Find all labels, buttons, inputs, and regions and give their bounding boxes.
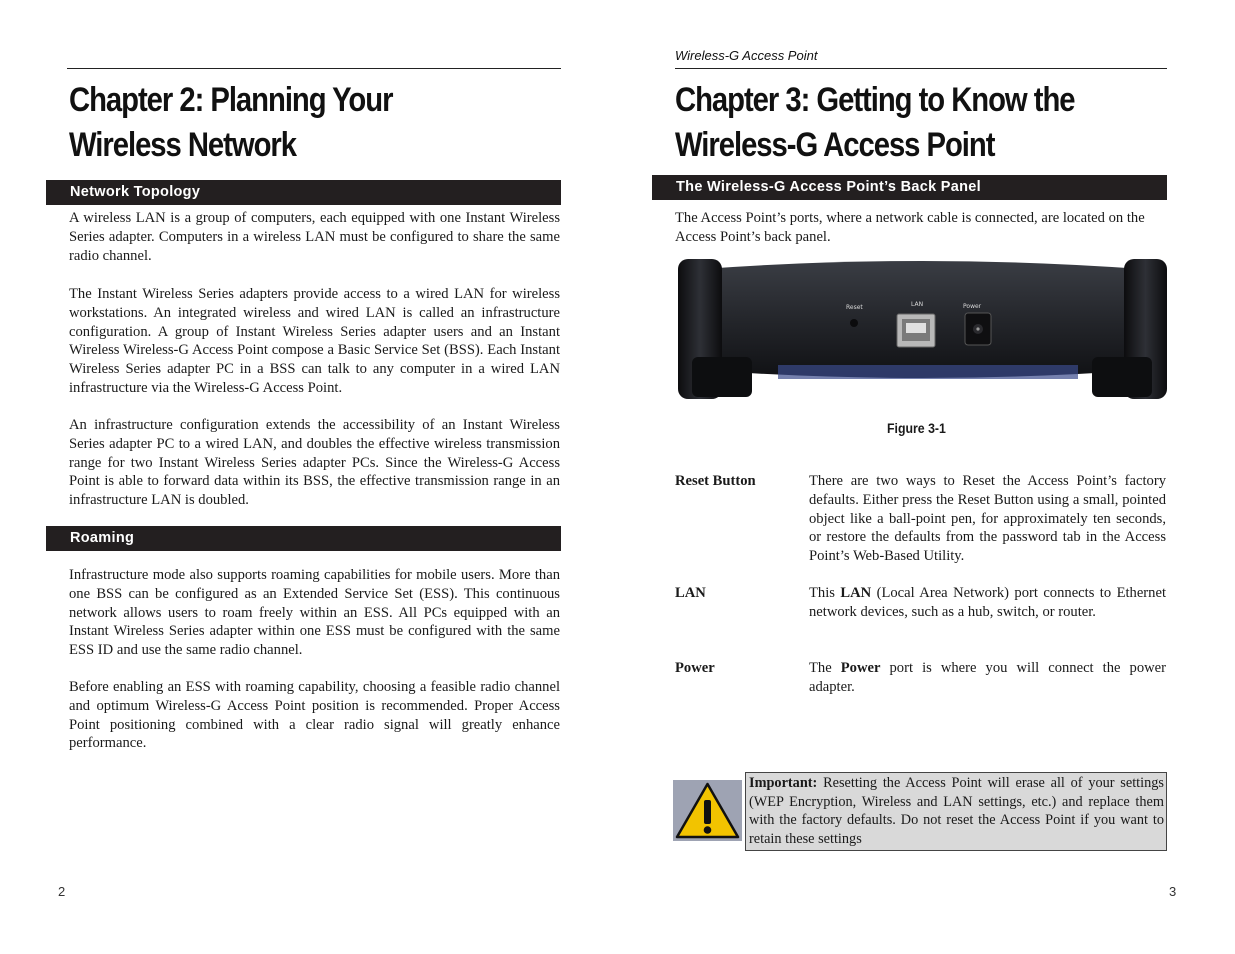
top-rule [67,68,561,69]
desc-power-bold: Power [840,660,881,676]
desc-lan-text: This [809,585,841,601]
term-lan: LAN [675,585,706,601]
warning-exclamation-icon [673,780,742,841]
desc-lan-text: (Local Area Network) port connects to Ethernet network devices, such as a hub, switch, or router. [809,585,1167,620]
running-head: Wireless-G Access Point [675,48,818,63]
desc-power [809,659,1166,697]
back-panel-photo [678,257,1167,401]
section-heading-network-topology: Network Topology [46,180,561,205]
page-number: 2 [58,884,66,899]
chapter-title-line1: Chapter 2: Planning Your [69,81,393,119]
paragraph: Infrastructure mode also supports roaming capabilities for mobile users. More than one BSS can be configured as an Extended Service Set (ESS). This continuous network allows users to roam freely within an ESS. All PCs equipped with an Instant Wireless Series adapter within one ESS must be configured with the same ESS ID and use the same radio channel. [69,567,560,659]
desc-lan [809,584,1166,622]
chapter-title-line1: Chapter 3: Getting to Know the [675,81,1075,119]
power-label: Power [963,303,982,310]
important-note [745,772,1167,851]
section-heading-back-panel: The Wireless-G Access Point’s Back Panel [652,175,1167,200]
section-heading-roaming: Roaming [46,526,561,551]
chapter-title-line2: Wireless Network [69,126,296,164]
left-page [0,0,617,954]
figure-caption: Figure 3-1 [887,420,946,436]
term-power: Power [675,660,715,676]
top-rule [675,68,1167,69]
reset-hole [850,319,858,327]
desc-lan-bold: LAN [840,585,872,601]
reset-label: Reset [846,304,863,311]
right-page [617,0,1235,954]
desc-power-text: port is where you will connect the power adapter. [809,660,1166,695]
paragraph: A wireless LAN is a group of computers, each equipped with one Instant Wireless Series adapter. Computers in a wireless LAN must be configured to share the same radio channel. [69,210,560,264]
paragraph: Before enabling an ESS with roaming capability, choosing a feasible radio channel and optimum Wireless-G Access Point position is recommended. Proper Access Point positioning combined with a clear radio signal will greatly enhance performance. [69,679,560,752]
desc-reset-button: There are two ways to Reset the Access Point’s factory defaults. Either press the Reset Button using a small, pointed object like a ball-point pen, for approximately ten seconds, or restore the defaults from the password tab in the Access Point’s Web-Based Utility. [809,473,1166,565]
term-reset-button: Reset Button [675,473,756,489]
chapter-title-line2: Wireless-G Access Point [675,126,995,164]
important-label: Important: [749,775,818,791]
paragraph: The Instant Wireless Series adapters provide access to a wired LAN for wireless workstations. An integrated wireless and wired LAN is called an infrastructure configuration. A group of Instant Wireless Series adapter users and an Instant Wireless Wireless-G Access Point compose a Basic Service Set (BSS). Each Instant Wireless Series adapter PC in a BSS can talk to any computer in a wired LAN infrastructure via the Wireless-G Access Point. [69,286,560,396]
lan-label: LAN [911,301,924,308]
intro-paragraph: The Access Point’s ports, where a network cable is connected, are located on the Access Point’s back panel. [675,210,1145,245]
desc-power-text: The [809,660,841,676]
page-number: 3 [1169,884,1177,899]
paragraph: An infrastructure configuration extends the accessibility of an Instant Wireless Series adapter PC to a wired LAN, and doubles the effective wireless transmission range for two Instant Wireless Series adapter PCs. Since the Wireless-G Access Point is able to forward data within its BSS, the effective transmission range in an infrastructure LAN is doubled. [69,417,560,509]
important-text: Resetting the Access Point will erase all of your settings (WEP Encryption, Wireless and LAN settings, etc.) and replace them with the factory defaults. Do not reset the Access Point if you want to retain these settings [749,775,1164,847]
